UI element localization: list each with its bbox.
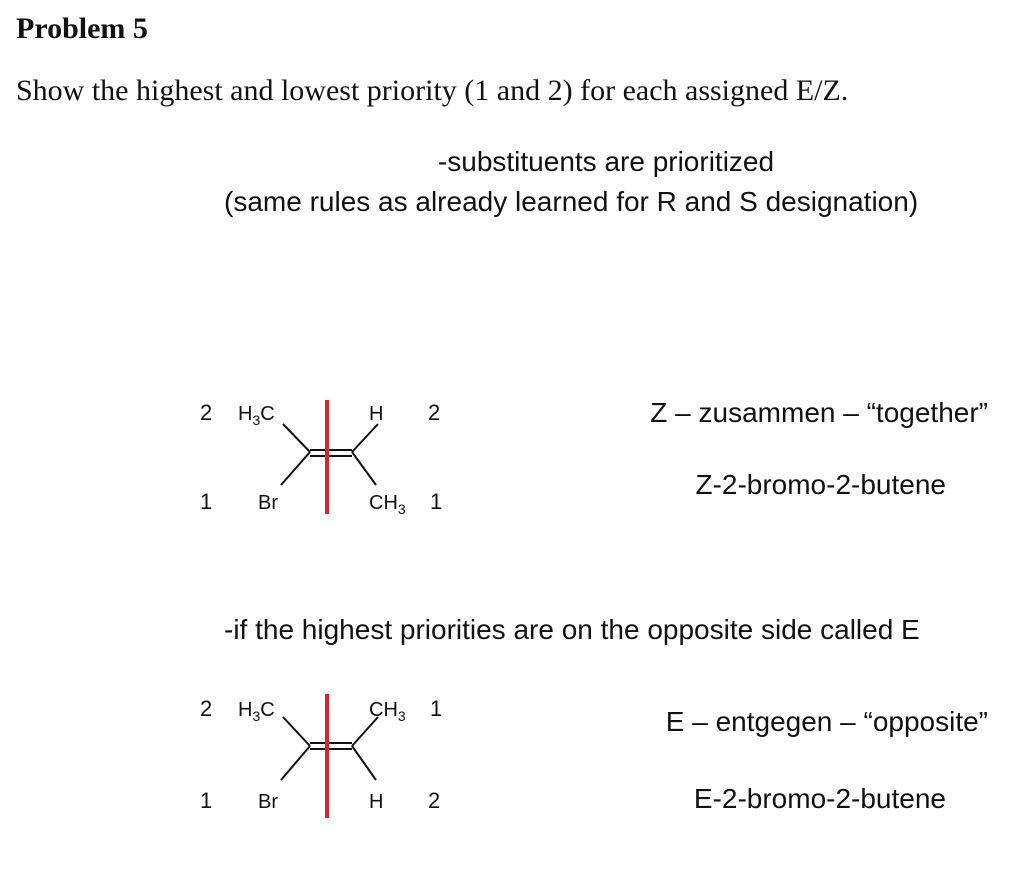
z-bottom-left-priority: 1	[200, 489, 213, 514]
problem-title: Problem 5	[16, 12, 148, 45]
z-bottom-left-group: Br	[258, 492, 278, 514]
e-top-right-group: $CH_3$	[369, 699, 406, 724]
e-bond-top-right	[352, 717, 378, 746]
z-top-right-priority: 2	[428, 400, 441, 425]
rule-e-definition: -if the highest priorities are on the opposite side called E	[224, 614, 920, 645]
z-top-left-group: $H_3C$	[238, 403, 275, 428]
e-bottom-right-group: H	[369, 791, 384, 813]
z-definition: Z – zusammen – “together”	[650, 397, 988, 428]
e-compound-name: E-2-bromo-2-butene	[693, 783, 946, 814]
e-bond-top-left	[283, 717, 310, 746]
e-definition: E – entgegen – “opposite”	[665, 706, 988, 737]
e-top-left-group: $H_3C$	[238, 699, 275, 724]
problem-instruction: Show the highest and lowest priority (1 and 2) for each assigned E/Z.	[16, 74, 849, 107]
e-bottom-right-priority: 2	[428, 788, 441, 813]
e-bond-bottom-right	[352, 746, 376, 780]
z-bottom-right-group: $CH_3$	[369, 492, 406, 517]
e-bottom-left-group: Br	[258, 791, 278, 813]
e-bottom-left-priority: 1	[200, 788, 213, 813]
e-top-left-priority: 2	[200, 696, 213, 721]
z-compound-name: Z-2-bromo-2-butene	[695, 469, 946, 500]
rule-line-2: (same rules as already learned for R and S designation)	[224, 186, 919, 217]
z-top-left-priority: 2	[200, 400, 213, 425]
z-top-right-group: H	[369, 403, 384, 425]
rule-line-1-text: -substituents are prioritized	[437, 146, 775, 177]
e-bond-bottom-left	[281, 746, 310, 780]
z-bottom-right-priority: 1	[430, 489, 443, 514]
e-top-right-priority: 1	[430, 696, 443, 721]
